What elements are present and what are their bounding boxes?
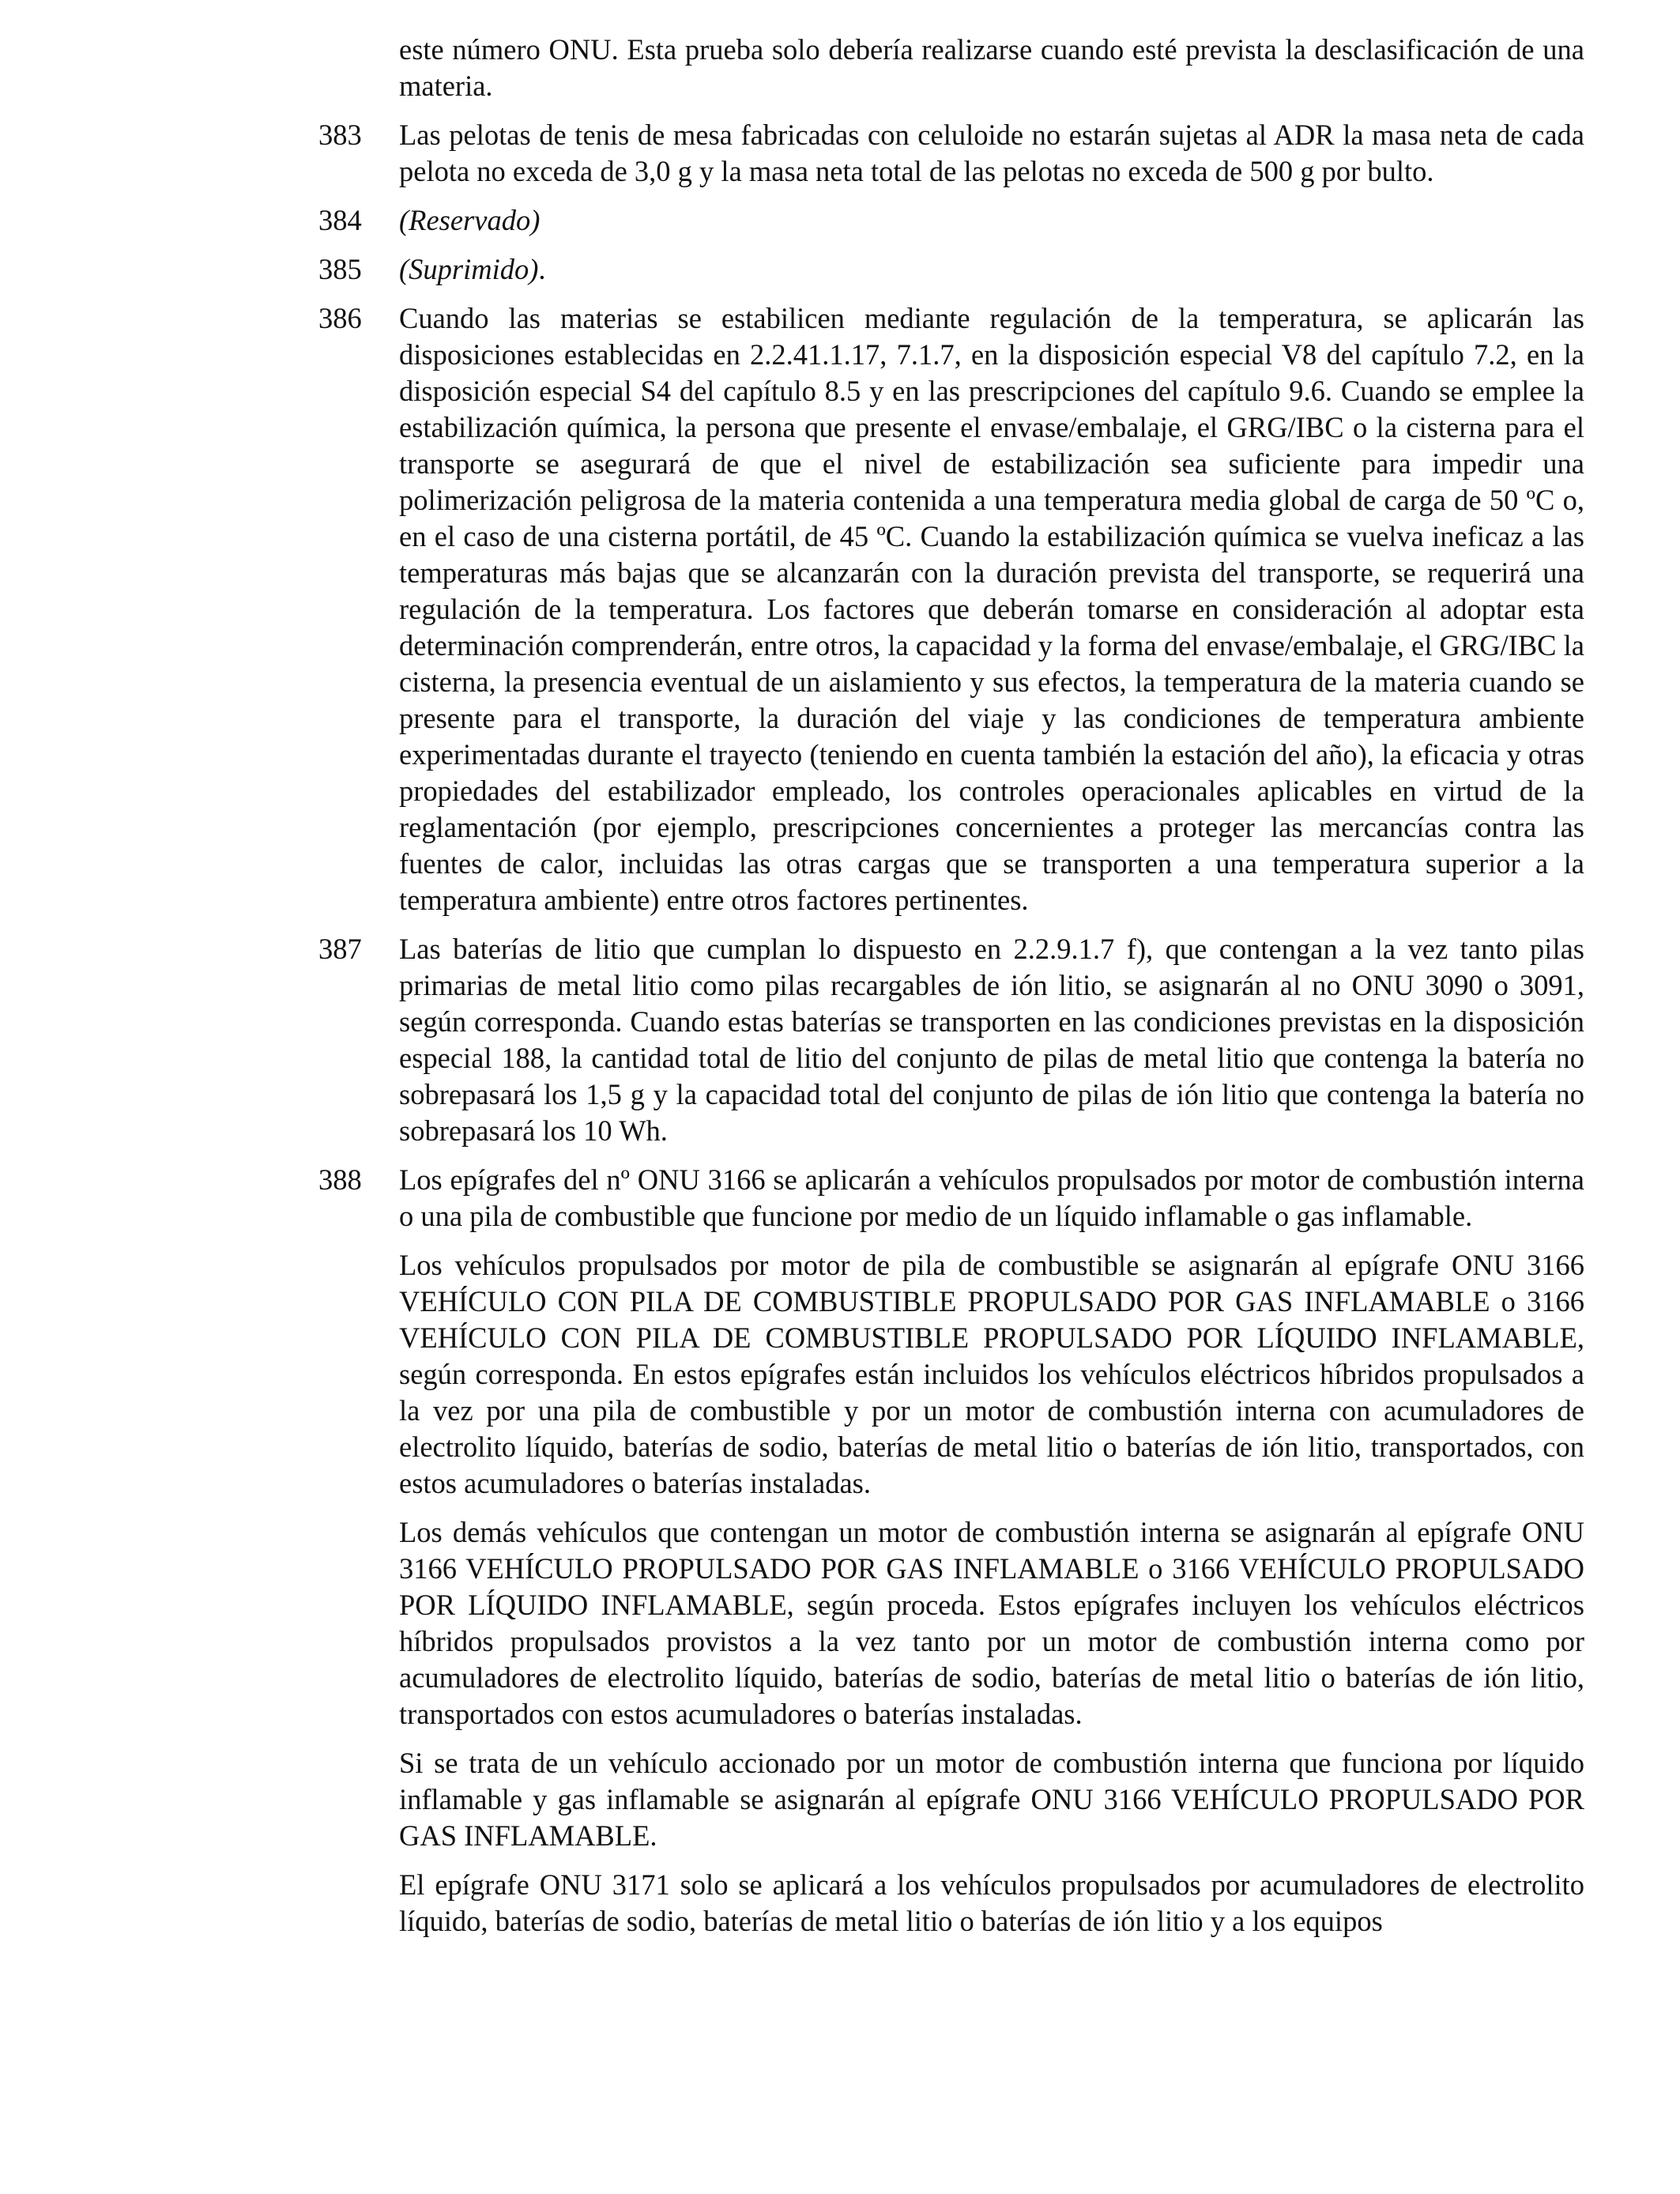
provision-number: 388	[318, 1163, 362, 1196]
provision-status: (Suprimido)	[399, 253, 539, 285]
provision-383	[320, 117, 1584, 190]
provision-body	[399, 1162, 1584, 1940]
provision-number: 383	[318, 119, 362, 151]
provision-status: (Reservado)	[399, 204, 541, 236]
provision-paragraph	[399, 202, 1584, 239]
provision-number: 384	[318, 204, 362, 236]
continuation-text: este número ONU. Esta prueba solo debería realizarse cuando esté prevista la desclasificación de una materia.	[399, 33, 1584, 102]
provision-number: 387	[318, 933, 362, 965]
provision-388	[320, 1162, 1584, 1940]
provision-body	[399, 251, 1584, 288]
provision-body	[399, 300, 1584, 918]
provision-number: 386	[318, 302, 362, 334]
continuation-block	[320, 32, 1584, 104]
provision-386	[320, 300, 1584, 918]
provision-paragraph	[399, 251, 1584, 288]
provision-387	[320, 931, 1584, 1149]
provision-body	[399, 117, 1584, 190]
provision-paragraph: Las baterías de litio que cumplan lo dispuesto en 2.2.9.1.7 f), que contengan a la vez tanto pilas primarias de metal litio como pilas recargables de ión litio, se asignarán al no ONU 3090 o 3091, según corresponda. Cuando estas baterías se transporten en las condiciones previstas en la disposición especial 188, la cantidad total de litio del conjunto de pilas de metal litio que contenga la batería no sobrepasará los 1,5 g y la capacidad total del conjunto de pilas de ión litio que contenga la batería no sobrepasará los 10 Wh.	[399, 933, 1584, 1147]
provision-number: 385	[318, 253, 362, 285]
provision-paragraph: Los epígrafes del nº ONU 3166 se aplicarán a vehículos propulsados por motor de combustión interna o una pila de combustible que funcione por medio de un líquido inflamable o gas inflamable.	[399, 1163, 1584, 1232]
provision-body	[399, 202, 1584, 239]
provision-385	[320, 251, 1584, 288]
provision-paragraph: Cuando las materias se estabilicen mediante regulación de la temperatura, se aplicarán las disposiciones establecidas en 2.2.41.1.17, 7.1.7, en la disposición especial V8 del capítulo 7.2, en la disposición especial S4 del capítulo 8.5 y en las prescripciones del capítulo 9.6. Cuando se emplee la estabilización química, la persona que presente el envase/embalaje, el GRG/IBC o la cisterna para el transporte se asegurará de que el nivel de estabilización sea suficiente para impedir una polimerización peligrosa de la materia contenida a una temperatura media global de carga de 50 ºC o, en el caso de una cisterna portátil, de 45 ºC. Cuando la estabilización química se vuelva ineficaz a las temperaturas más bajas que se alcanzarán con la duración prevista del transporte, se requerirá una regulación de la temperatura. Los factores que deberán tomarse en consideración al adoptar esta determinación comprenderán, entre otros, la capacidad y la forma del envase/embalaje, el GRG/IBC la cisterna, la presencia eventual de un aislamiento y sus efectos, la temperatura de la materia cuando se presente para el transporte, la duración del viaje y las condiciones de temperatura ambiente experimentadas durante el trayecto (teniendo en cuenta también la estación del año), la eficacia y otras propiedades del estabilizador empleado, los controles operacionales aplicables en virtud de la reglamentación (por ejemplo, prescripciones concernientes a proteger las mercancías contra las fuentes de calor, incluidas las otras cargas que se transporten a una temperatura superior a la temperatura ambiente) entre otros factores pertinentes.	[399, 302, 1584, 916]
provision-paragraph: Los demás vehículos que contengan un motor de combustión interna se asignarán al epígrafe ONU 3166 VEHÍCULO PROPULSADO POR GAS INFLAMABLE o 3166 VEHÍCULO PROPULSADO POR LÍQUIDO INFLAMABLE, según proceda. Estos epígrafes incluyen los vehículos eléctricos híbridos propulsados provistos a la vez tanto por un motor de combustión interna como por acumuladores de electrolito líquido, baterías de sodio, baterías de metal litio o baterías de ión litio, transportados con estos acumuladores o baterías instaladas.	[399, 1516, 1584, 1730]
document-content	[320, 32, 1584, 1952]
provision-384	[320, 202, 1584, 239]
provision-paragraph: Los vehículos propulsados por motor de pila de combustible se asignarán al epígrafe ONU 3166 VEHÍCULO CON PILA DE COMBUSTIBLE PROPULSADO POR GAS INFLAMABLE o 3166 VEHÍCULO CON PILA DE COMBUSTIBLE PROPULSADO POR LÍQUIDO INFLAMABLE, según corresponda. En estos epígrafes están incluidos los vehículos eléctricos híbridos propulsados a la vez por una pila de combustible y por un motor de combustión interna con acumuladores de electrolito líquido, baterías de sodio, baterías de metal litio o baterías de ión litio, transportados, con estos acumuladores o baterías instaladas.	[399, 1249, 1584, 1499]
provision-paragraph: Si se trata de un vehículo accionado por un motor de combustión interna que funciona por líquido inflamable y gas inflamable se asignarán al epígrafe ONU 3166 VEHÍCULO PROPULSADO POR GAS INFLAMABLE.	[399, 1747, 1584, 1852]
provision-paragraph: Las pelotas de tenis de mesa fabricadas con celuloide no estarán sujetas al ADR la masa neta de cada pelota no exceda de 3,0 g y la masa neta total de las pelotas no exceda de 500 g por bulto.	[399, 119, 1584, 187]
provision-status-suffix: .	[538, 253, 546, 285]
provision-paragraph: El epígrafe ONU 3171 solo se aplicará a los vehículos propulsados por acumuladores de electrolito líquido, baterías de sodio, baterías de metal litio o baterías de ión litio y a los equipos	[399, 1868, 1584, 1937]
provision-body	[399, 931, 1584, 1149]
